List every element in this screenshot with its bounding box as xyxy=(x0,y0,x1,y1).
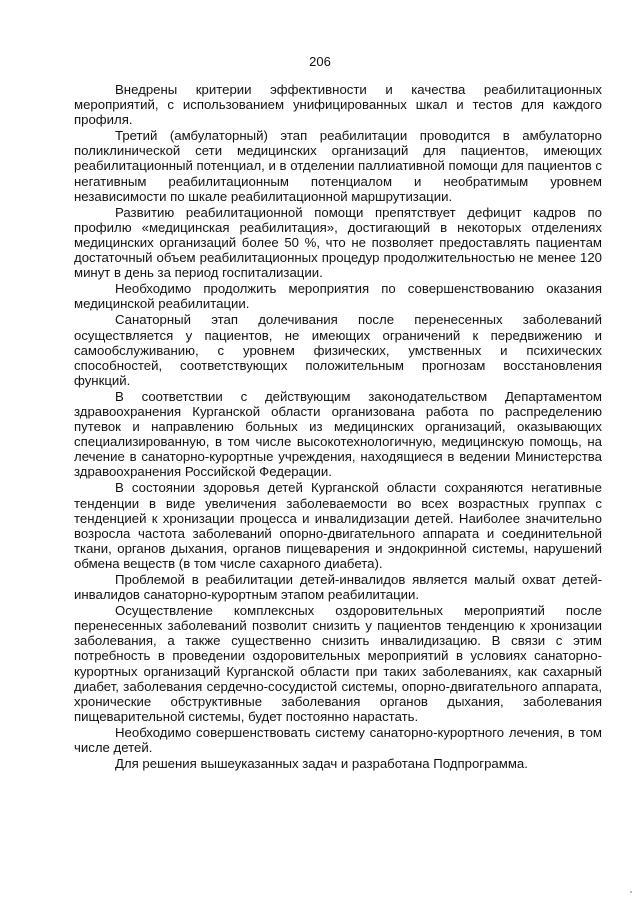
document-body xyxy=(74,82,602,772)
scan-speck xyxy=(630,891,632,893)
page-number: 206 xyxy=(309,54,331,69)
paragraph: В соответствии с действующим законодательством Департаментом здравоохранения Курганской области организована работа по распределению путевок и направлению больных из медицинских организаций, оказывающих специализированную, в том числе высокотехнологичную, медицинскую помощь, на лечение в санаторно-курортные учреждения, находящиеся в ведении Министерства здравоохранения Российской Федерации. xyxy=(74,388,602,480)
paragraph: Развитию реабилитационной помощи препятствует дефицит кадров по профилю «медицинская реабилитация», достигающий в некоторых отделениях медицинских организаций более 50 %, что не позволяет предоставлять пациентам достаточный объем реабилитационных процедур продолжительностью не менее 120 минут в день за период госпитализации. xyxy=(74,204,602,281)
paragraph: Осуществление комплексных оздоровительных мероприятий после перенесенных заболеваний позволит снизить у пациентов тенденцию к хронизации заболевания, а также существенно снизить инвалидизацию. В связи с этим потребность в проведении оздоровительных мероприятий в условиях санаторно-курортных организаций Курганской области при таких заболеваниях, как сахарный диабет, заболевания сердечно-сосудистой системы, опорно-двигательного аппарата, хронические обструктивные заболевания органов дыхания, заболевания пищеварительной системы, будет постоянно нарастать. xyxy=(74,603,602,724)
paragraph: В состоянии здоровья детей Курганской области сохраняются негативные тенденции в виде увеличения заболеваемости во всех возрастных группах с тенденцией к хронизации процесса и инвалидизации детей. Наиболее значительно возросла частота заболеваний опорно-двигательного аппарата и соединительной ткани, органов дыхания, органов пищеварения и эндокринной системы, нарушений обмена веществ (в том числе сахарного диабета). xyxy=(74,480,602,571)
paragraph: Санаторный этап долечивания после перенесенных заболеваний осуществляется у пациентов, не имеющих ограничений к передвижению и самообслуживанию, с уровнем физических, умственных и психических способностей, соответствующих положительным прогнозам восстановления функций. xyxy=(74,312,602,388)
paragraph: Внедрены критерии эффективности и качества реабилитационных мероприятий, с использованием унифицированных шкал и тестов для каждого профиля. xyxy=(74,82,602,128)
paragraph: Необходимо совершенствовать систему санаторно-курортного лечения, в том числе детей. xyxy=(74,724,602,756)
paragraph: Для решения вышеуказанных задач и разработана Подпрограмма. xyxy=(115,756,528,772)
paragraph: Третий (амбулаторный) этап реабилитации проводится в амбулаторно поликлинической сети медицинских организаций для пациентов, имеющих реабилитационный потенциал, и в отделении паллиативной помощи для пациентов с негативным реабилитационным потенциалом и необратимым уровнем независимости по шкале реабилитационной маршрутизации. xyxy=(74,128,602,204)
paragraph: Проблемой в реабилитации детей-инвалидов является малый охват детей-инвалидов санаторно-курортным этапом реабилитации. xyxy=(74,572,602,603)
paragraph: Необходимо продолжить мероприятия по совершенствованию оказания медицинской реабилитации. xyxy=(74,281,602,312)
